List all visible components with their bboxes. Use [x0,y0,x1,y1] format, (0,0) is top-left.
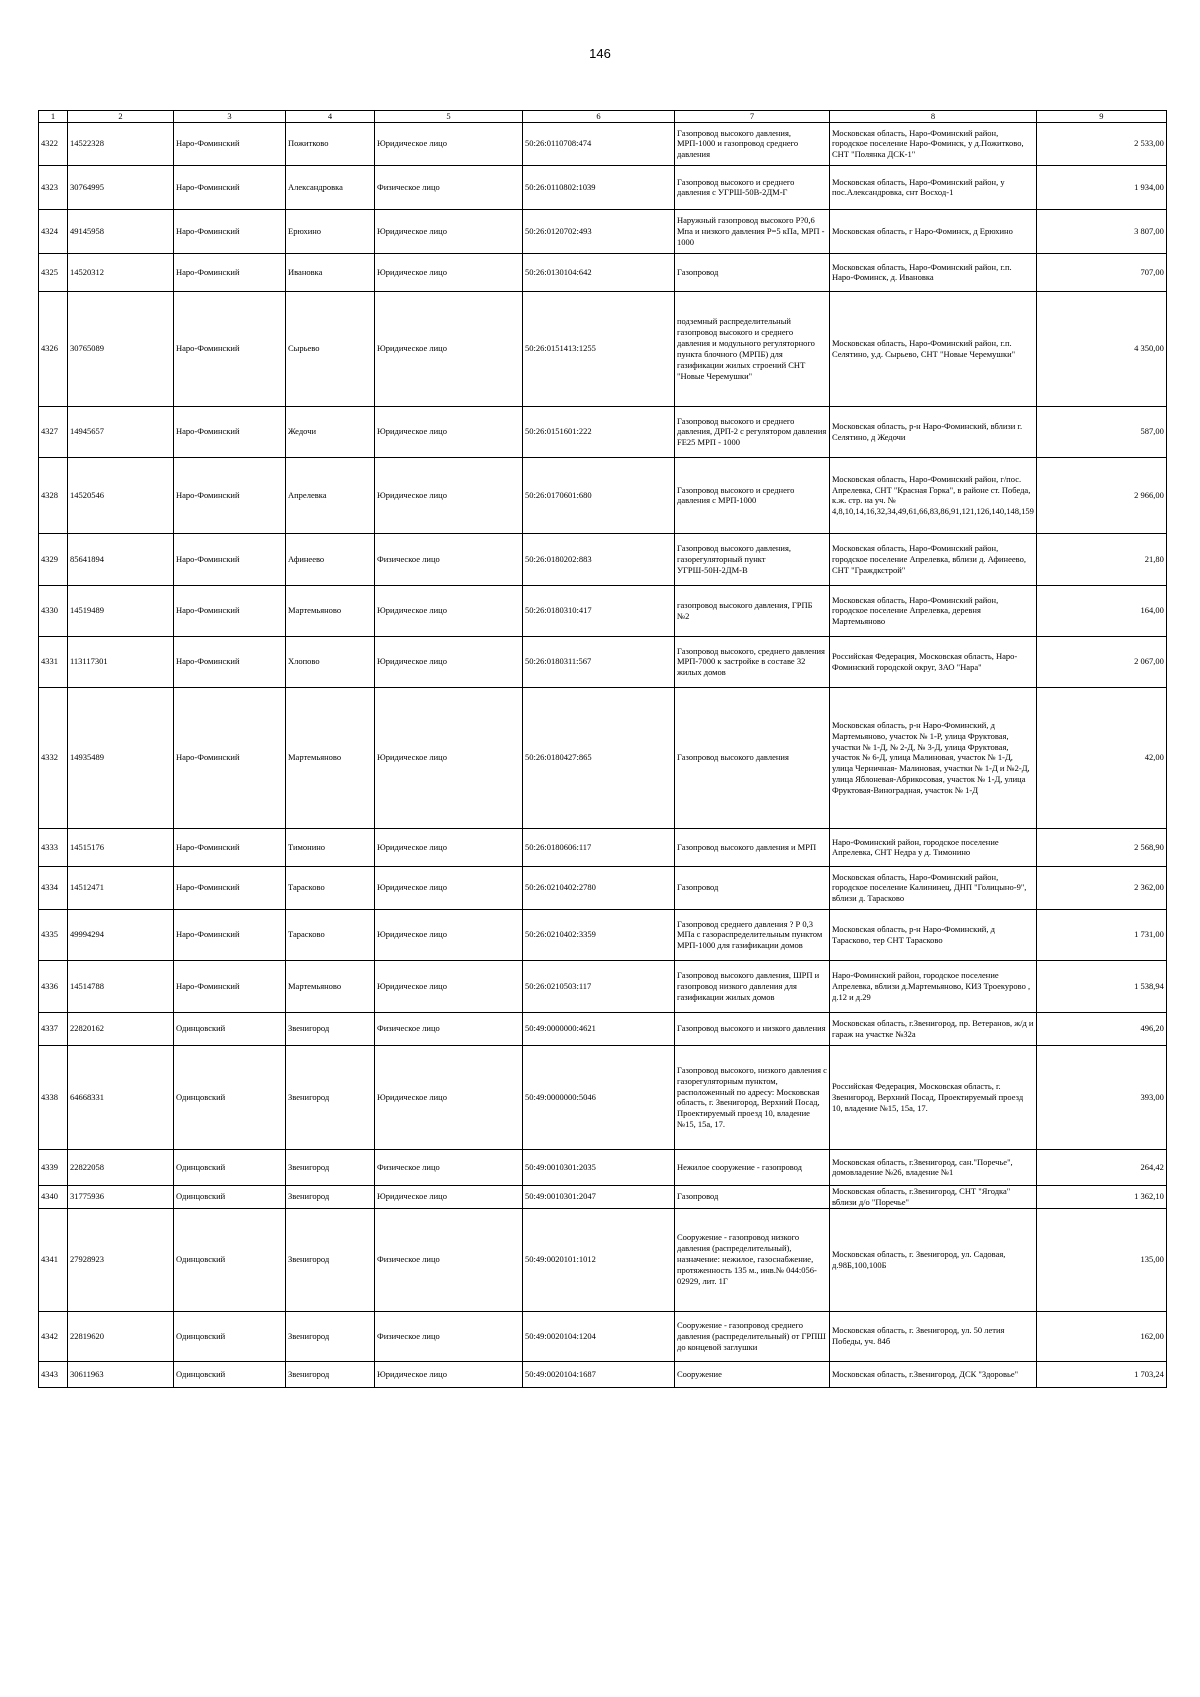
cadastral-number-cell: 50:26:0180202:883 [523,533,675,585]
registry-table [38,110,1167,1388]
address-cell: Наро-Фоминский район, городское поселение Апрелевка, СНТ Недра у д. Тимонино [830,828,1037,866]
object-id-cell: 22820162 [68,1012,174,1045]
row-number-cell: 4334 [39,866,68,909]
district-cell: Наро-Фоминский [174,533,286,585]
settlement-cell: Хлопово [286,636,375,687]
address-cell: Московская область, Наро-Фоминский район, городское поселение Апрелевка, вблизи д. Афинеево, СНТ "Граждкстрой" [830,533,1037,585]
object-description-cell: Сооружение - газопровод среднего давления (распределительный) от ГРПШ до концевой заглушки [675,1311,830,1361]
column-number: 3 [174,111,286,123]
cadastral-number-cell: 50:26:0210503:117 [523,960,675,1012]
registry-body [39,122,1167,1387]
column-number-row [39,111,1167,123]
district-cell: Одинцовский [174,1045,286,1149]
district-cell: Наро-Фоминский [174,687,286,828]
object-description-cell: подземный распределительный газопровод высокого и среднего давления и модульного регуляторного пункта блочного (МРПБ) для газификации жилых строений СНТ "Новые Черемушки" [675,291,830,406]
cadastral-number-cell: 50:26:0210402:2780 [523,866,675,909]
row-number-cell: 4326 [39,291,68,406]
owner-type-cell: Юридическое лицо [375,1185,523,1208]
district-cell: Наро-Фоминский [174,909,286,960]
owner-type-cell: Физическое лицо [375,1012,523,1045]
object-description-cell: Газопровод высокого и среднего давления с УГРШ-50В-2ДМ-Г [675,165,830,209]
table-row [39,253,1167,291]
table-row [39,1361,1167,1387]
district-cell: Наро-Фоминский [174,122,286,165]
owner-type-cell: Юридическое лицо [375,866,523,909]
settlement-cell: Звенигород [286,1149,375,1185]
table-row [39,1149,1167,1185]
value-cell: 1 934,00 [1036,165,1166,209]
row-number-cell: 4340 [39,1185,68,1208]
row-number-cell: 4337 [39,1012,68,1045]
cadastral-number-cell: 50:26:0170601:680 [523,457,675,533]
owner-type-cell: Юридическое лицо [375,585,523,636]
owner-type-cell: Юридическое лицо [375,291,523,406]
object-description-cell: Газопровод высокого давления, ШРП и газопровод низкого давления для газификации жилых домов [675,960,830,1012]
cadastral-number-cell: 50:26:0180427:865 [523,687,675,828]
address-cell: Московская область, г. Звенигород, ул. Садовая, д.98Б,100,100Б [830,1208,1037,1311]
district-cell: Наро-Фоминский [174,406,286,457]
settlement-cell: Жедочи [286,406,375,457]
object-description-cell: Газопровод высокого и среднего давления, ДРП-2 с регулятором давления FE25 МРП - 1000 [675,406,830,457]
value-cell: 135,00 [1036,1208,1166,1311]
table-row [39,1311,1167,1361]
settlement-cell: Мартемьяново [286,687,375,828]
cadastral-number-cell: 50:49:0000000:4621 [523,1012,675,1045]
settlement-cell: Тимонино [286,828,375,866]
owner-type-cell: Юридическое лицо [375,828,523,866]
row-number-cell: 4342 [39,1311,68,1361]
object-description-cell: Газопровод среднего давления ? Р 0,3 МПа с газораспределительным пунктом МРП-1000 для газификации домов [675,909,830,960]
object-id-cell: 14935489 [68,687,174,828]
object-id-cell: 22822058 [68,1149,174,1185]
owner-type-cell: Юридическое лицо [375,960,523,1012]
object-description-cell: Газопровод высокого давления, газорегуляторный пункт УГРШ-50Н-2ДМ-В [675,533,830,585]
object-description-cell: Газопровод высокого давления [675,687,830,828]
column-number: 1 [39,111,68,123]
owner-type-cell: Физическое лицо [375,1149,523,1185]
value-cell: 707,00 [1036,253,1166,291]
object-description-cell: Газопровод высокого давления и МРП [675,828,830,866]
row-number-cell: 4324 [39,209,68,253]
object-id-cell: 49994294 [68,909,174,960]
object-id-cell: 14515176 [68,828,174,866]
object-description-cell: Газопровод высокого и среднего давления с МРП-1000 [675,457,830,533]
owner-type-cell: Физическое лицо [375,1208,523,1311]
address-cell: Московская область, г Наро-Фоминск, д Ерюхино [830,209,1037,253]
settlement-cell: Александровка [286,165,375,209]
column-number: 8 [830,111,1037,123]
object-id-cell: 30765089 [68,291,174,406]
object-id-cell: 85641894 [68,533,174,585]
value-cell: 393,00 [1036,1045,1166,1149]
object-description-cell: Нежилое сооружение - газопровод [675,1149,830,1185]
settlement-cell: Пожитково [286,122,375,165]
row-number-cell: 4328 [39,457,68,533]
value-cell: 1 703,24 [1036,1361,1166,1387]
address-cell: Московская область, Наро-Фоминский район, г.п. Селятино, у.д. Сырьево, СНТ "Новые Черемушки" [830,291,1037,406]
value-cell: 42,00 [1036,687,1166,828]
owner-type-cell: Юридическое лицо [375,636,523,687]
table-row [39,1045,1167,1149]
table-row [39,866,1167,909]
object-id-cell: 64668331 [68,1045,174,1149]
cadastral-number-cell: 50:49:0000000:5046 [523,1045,675,1149]
district-cell: Наро-Фоминский [174,209,286,253]
settlement-cell: Ерюхино [286,209,375,253]
object-id-cell: 49145958 [68,209,174,253]
row-number-cell: 4331 [39,636,68,687]
table-row [39,209,1167,253]
row-number-cell: 4323 [39,165,68,209]
address-cell: Московская область, Наро-Фоминский район, г/пос. Апрелевка, СНТ "Красная Горка", в районе ст. Победа, к.ж. стр. на уч. № 4,8,10,14,16,32,34,49,61,66,83,86,91,121,126,140,148,159 [830,457,1037,533]
owner-type-cell: Юридическое лицо [375,457,523,533]
column-number: 5 [375,111,523,123]
cadastral-number-cell: 50:26:0180311:567 [523,636,675,687]
table-row [39,165,1167,209]
address-cell: Московская область, р-н Наро-Фоминский, вблизи г. Селятино, д Жедочи [830,406,1037,457]
cadastral-number-cell: 50:26:0210402:3359 [523,909,675,960]
settlement-cell: Звенигород [286,1185,375,1208]
district-cell: Наро-Фоминский [174,291,286,406]
address-cell: Московская область, р-н Наро-Фоминский, д Мартемьяново, участок № 1-Р, улица Фруктовая, участки № 1-Д, № 2-Д, № 3-Д, улица Фруктовая, участок № 6-Д, улица Малиновая, участок № 1-Д, улица Черничная- Малиновая, участки № 1-Д и №2-Д, улица Яблоневая-Абрикосовая, участок № 1-Д, улица Фруктовая-Виноградная, участок № 1-Д [830,687,1037,828]
cadastral-number-cell: 50:26:0130104:642 [523,253,675,291]
cadastral-number-cell: 50:26:0120702:493 [523,209,675,253]
object-description-cell: Газопровод [675,866,830,909]
value-cell: 21,80 [1036,533,1166,585]
district-cell: Наро-Фоминский [174,636,286,687]
value-cell: 1 731,00 [1036,909,1166,960]
object-id-cell: 14519489 [68,585,174,636]
row-number-cell: 4341 [39,1208,68,1311]
object-id-cell: 22819620 [68,1311,174,1361]
district-cell: Наро-Фоминский [174,457,286,533]
table-row [39,909,1167,960]
address-cell: Московская область, г.Звенигород, ДСК "Здоровье" [830,1361,1037,1387]
page-number: 146 [589,46,611,61]
district-cell: Одинцовский [174,1208,286,1311]
district-cell: Одинцовский [174,1185,286,1208]
district-cell: Одинцовский [174,1012,286,1045]
table-row [39,960,1167,1012]
table-row [39,828,1167,866]
table-row [39,122,1167,165]
address-cell: Российская Федерация, Московская область, г. Звенигород, Верхний Посад, Проектируемый проезд 10, владение №15, 15а, 17. [830,1045,1037,1149]
cadastral-number-cell: 50:49:0020104:1687 [523,1361,675,1387]
object-description-cell: Наружный газопровод высокого Р?0,6 Мпа и низкого давления Р=5 кПа, МРП - 1000 [675,209,830,253]
object-id-cell: 14522328 [68,122,174,165]
value-cell: 587,00 [1036,406,1166,457]
row-number-cell: 4332 [39,687,68,828]
table-row [39,457,1167,533]
cadastral-number-cell: 50:26:0180310:417 [523,585,675,636]
address-cell: Московская область, Наро-Фоминский район, у пос.Александровка, снт Восход-1 [830,165,1037,209]
district-cell: Одинцовский [174,1311,286,1361]
object-id-cell: 27928923 [68,1208,174,1311]
row-number-cell: 4327 [39,406,68,457]
object-description-cell: Газопровод высокого давления, МРП-1000 и газопровод среднего давления [675,122,830,165]
address-cell: Московская область, г.Звенигород, пр. Ветеранов, ж/д и гараж на участке №32а [830,1012,1037,1045]
cadastral-number-cell: 50:26:0180606:117 [523,828,675,866]
row-number-cell: 4339 [39,1149,68,1185]
owner-type-cell: Юридическое лицо [375,1361,523,1387]
object-id-cell: 14514788 [68,960,174,1012]
district-cell: Одинцовский [174,1149,286,1185]
object-description-cell: Газопровод высокого, низкого давления с газорегуляторным пунктом, расположенный по адресу: Московская область, г. Звенигород, Верхний Посад, Проектируемый проезд 10, владение №15, 15а, 17. [675,1045,830,1149]
district-cell: Наро-Фоминский [174,866,286,909]
settlement-cell: Мартемьяново [286,585,375,636]
settlement-cell: Звенигород [286,1012,375,1045]
object-id-cell: 31775936 [68,1185,174,1208]
cadastral-number-cell: 50:26:0151601:222 [523,406,675,457]
row-number-cell: 4329 [39,533,68,585]
object-id-cell: 113117301 [68,636,174,687]
value-cell: 2 966,00 [1036,457,1166,533]
district-cell: Наро-Фоминский [174,828,286,866]
object-id-cell: 14945657 [68,406,174,457]
row-number-cell: 4333 [39,828,68,866]
value-cell: 496,20 [1036,1012,1166,1045]
address-cell: Московская область, Наро-Фоминский район, городское поселение Калининец, ДНП "Голицыно-9", вблизи д. Тарасково [830,866,1037,909]
district-cell: Наро-Фоминский [174,253,286,291]
column-number: 2 [68,111,174,123]
object-description-cell: Газопровод высокого, среднего давления МРП-7000 к застройке в составе 32 жилых домов [675,636,830,687]
value-cell: 2 067,00 [1036,636,1166,687]
owner-type-cell: Юридическое лицо [375,909,523,960]
table-row [39,1012,1167,1045]
object-id-cell: 30764995 [68,165,174,209]
column-number: 9 [1036,111,1166,123]
table-row [39,1185,1167,1208]
column-number: 6 [523,111,675,123]
address-cell: Московская область, г.Звенигород, сан."Поречье", домовладение №26, владение №1 [830,1149,1037,1185]
value-cell: 162,00 [1036,1311,1166,1361]
column-number: 7 [675,111,830,123]
value-cell: 1 538,94 [1036,960,1166,1012]
district-cell: Наро-Фоминский [174,960,286,1012]
row-number-cell: 4343 [39,1361,68,1387]
owner-type-cell: Юридическое лицо [375,122,523,165]
settlement-cell: Звенигород [286,1045,375,1149]
table-row [39,687,1167,828]
address-cell: Московская область, г.Звенигород, СНТ "Ягодка" вблизи д/о "Поречье" [830,1185,1037,1208]
owner-type-cell: Физическое лицо [375,165,523,209]
table-row [39,585,1167,636]
settlement-cell: Сырьево [286,291,375,406]
settlement-cell: Ивановка [286,253,375,291]
object-description-cell: Сооружение [675,1361,830,1387]
column-number: 4 [286,111,375,123]
owner-type-cell: Юридическое лицо [375,209,523,253]
address-cell: Московская область, р-н Наро-Фоминский, д Тарасково, тер СНТ Тарасково [830,909,1037,960]
address-cell: Российская Федерация, Московская область, Наро-Фоминский городской округ, ЗАО "Нара" [830,636,1037,687]
owner-type-cell: Юридическое лицо [375,406,523,457]
district-cell: Наро-Фоминский [174,585,286,636]
object-id-cell: 14512471 [68,866,174,909]
table-row [39,1208,1167,1311]
value-cell: 2 568,90 [1036,828,1166,866]
address-cell: Московская область, г. Звенигород, ул. 50 летия Победы, уч. 84б [830,1311,1037,1361]
object-description-cell: газопровод высокого давления, ГРПБ №2 [675,585,830,636]
table-row [39,406,1167,457]
settlement-cell: Звенигород [286,1208,375,1311]
row-number-cell: 4330 [39,585,68,636]
address-cell: Наро-Фоминский район, городское поселение Апрелевка, вблизи д.Мартемьяново, КИЗ Троекурово , д.12 и д.29 [830,960,1037,1012]
object-id-cell: 30611963 [68,1361,174,1387]
cadastral-number-cell: 50:49:0010301:2035 [523,1149,675,1185]
object-id-cell: 14520546 [68,457,174,533]
row-number-cell: 4338 [39,1045,68,1149]
settlement-cell: Тарасково [286,866,375,909]
settlement-cell: Тарасково [286,909,375,960]
cadastral-number-cell: 50:26:0151413:1255 [523,291,675,406]
row-number-cell: 4336 [39,960,68,1012]
table-row [39,533,1167,585]
owner-type-cell: Физическое лицо [375,533,523,585]
cadastral-number-cell: 50:26:0110802:1039 [523,165,675,209]
address-cell: Московская область, Наро-Фоминский район, городское поселение Апрелевка, деревня Мартемьяново [830,585,1037,636]
value-cell: 2 362,00 [1036,866,1166,909]
owner-type-cell: Юридическое лицо [375,687,523,828]
cadastral-number-cell: 50:26:0110708:474 [523,122,675,165]
row-number-cell: 4322 [39,122,68,165]
table-row [39,636,1167,687]
row-number-cell: 4325 [39,253,68,291]
address-cell: Московская область, Наро-Фоминский район, городское поселение Наро-Фоминск, у д.Пожитково, СНТ "Полянка ДСК-1" [830,122,1037,165]
district-cell: Одинцовский [174,1361,286,1387]
owner-type-cell: Юридическое лицо [375,1045,523,1149]
owner-type-cell: Юридическое лицо [375,253,523,291]
value-cell: 164,00 [1036,585,1166,636]
cadastral-number-cell: 50:49:0010301:2047 [523,1185,675,1208]
table-row [39,291,1167,406]
district-cell: Наро-Фоминский [174,165,286,209]
cadastral-number-cell: 50:49:0020104:1204 [523,1311,675,1361]
cadastral-number-cell: 50:49:0020101:1012 [523,1208,675,1311]
row-number-cell: 4335 [39,909,68,960]
value-cell: 264,42 [1036,1149,1166,1185]
settlement-cell: Звенигород [286,1311,375,1361]
value-cell: 2 533,00 [1036,122,1166,165]
object-id-cell: 14520312 [68,253,174,291]
owner-type-cell: Физическое лицо [375,1311,523,1361]
settlement-cell: Звенигород [286,1361,375,1387]
settlement-cell: Мартемьяново [286,960,375,1012]
settlement-cell: Афинеево [286,533,375,585]
object-description-cell: Газопровод высокого и низкого давления [675,1012,830,1045]
object-description-cell: Сооружение - газопровод низкого давления (распределительный), назначение: нежилое, газоснабжение, протяженность 135 м., инв.№ 044:056-02929, лит. 1Г [675,1208,830,1311]
value-cell: 4 350,00 [1036,291,1166,406]
settlement-cell: Апрелевка [286,457,375,533]
value-cell: 3 807,00 [1036,209,1166,253]
object-description-cell: Газопровод [675,253,830,291]
address-cell: Московская область, Наро-Фоминский район, г.п. Наро-Фоминск, д. Ивановка [830,253,1037,291]
value-cell: 1 362,10 [1036,1185,1166,1208]
object-description-cell: Газопровод [675,1185,830,1208]
